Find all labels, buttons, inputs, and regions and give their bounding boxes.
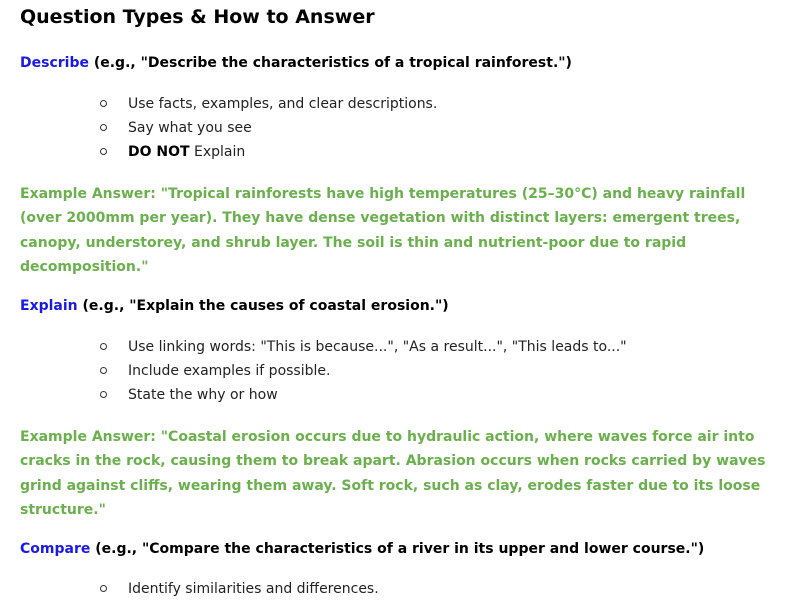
describe-term: Describe — [20, 55, 89, 71]
bullet-icon — [100, 100, 107, 107]
bullet-icon — [100, 148, 107, 155]
bullet-icon — [100, 343, 107, 350]
list-item: State the why or how — [100, 383, 627, 407]
describe-prompt: (e.g., "Describe the characteristics of a tropical rainforest.") — [88, 55, 572, 71]
bullet-icon — [100, 124, 107, 131]
explain-term: Explain — [20, 298, 78, 314]
list-item: Use facts, examples, and clear descriptions. — [100, 92, 437, 116]
do-not-emphasis: DO NOT — [128, 144, 190, 160]
bullet-icon — [100, 367, 107, 374]
describe-example-answer: Example Answer: "Tropical rainforests have high temperatures (25–30°C) and heavy rainfall (over 2000mm per year). They have dense vegetation with distinct layers: emergent trees, canopy, understorey, and shrub layer. The soil is thin and nutrient-poor due to rapid decomposition." — [20, 186, 746, 275]
page-title: Question Types & How to Answer — [20, 6, 375, 28]
describe-heading — [20, 55, 572, 71]
compare-term: Compare — [20, 541, 91, 557]
compare-tips-list — [100, 577, 379, 601]
describe-tips-list — [100, 92, 437, 164]
explain-example-answer: Example Answer: "Coastal erosion occurs due to hydraulic action, where waves force air into cracks in the rock, causing them to break apart. Abrasion occurs when rocks carried by waves grind against cliffs, wearing them away. Soft rock, such as clay, erodes faster due to its loose structure." — [20, 429, 766, 518]
list-item: Identify similarities and differences. — [100, 577, 379, 601]
explain-heading — [20, 298, 449, 314]
list-item: DO NOT Explain — [100, 140, 437, 164]
compare-heading — [20, 541, 704, 557]
bullet-icon — [100, 391, 107, 398]
compare-prompt: (e.g., "Compare the characteristics of a river in its upper and lower course.") — [90, 541, 705, 557]
list-item: Include examples if possible. — [100, 359, 627, 383]
list-item: Use linking words: "This is because...", "As a result...", "This leads to..." — [100, 335, 627, 359]
bullet-icon — [100, 585, 107, 592]
list-item: Say what you see — [100, 116, 437, 140]
explain-tips-list — [100, 335, 627, 407]
explain-prompt: (e.g., "Explain the causes of coastal erosion.") — [77, 298, 449, 314]
